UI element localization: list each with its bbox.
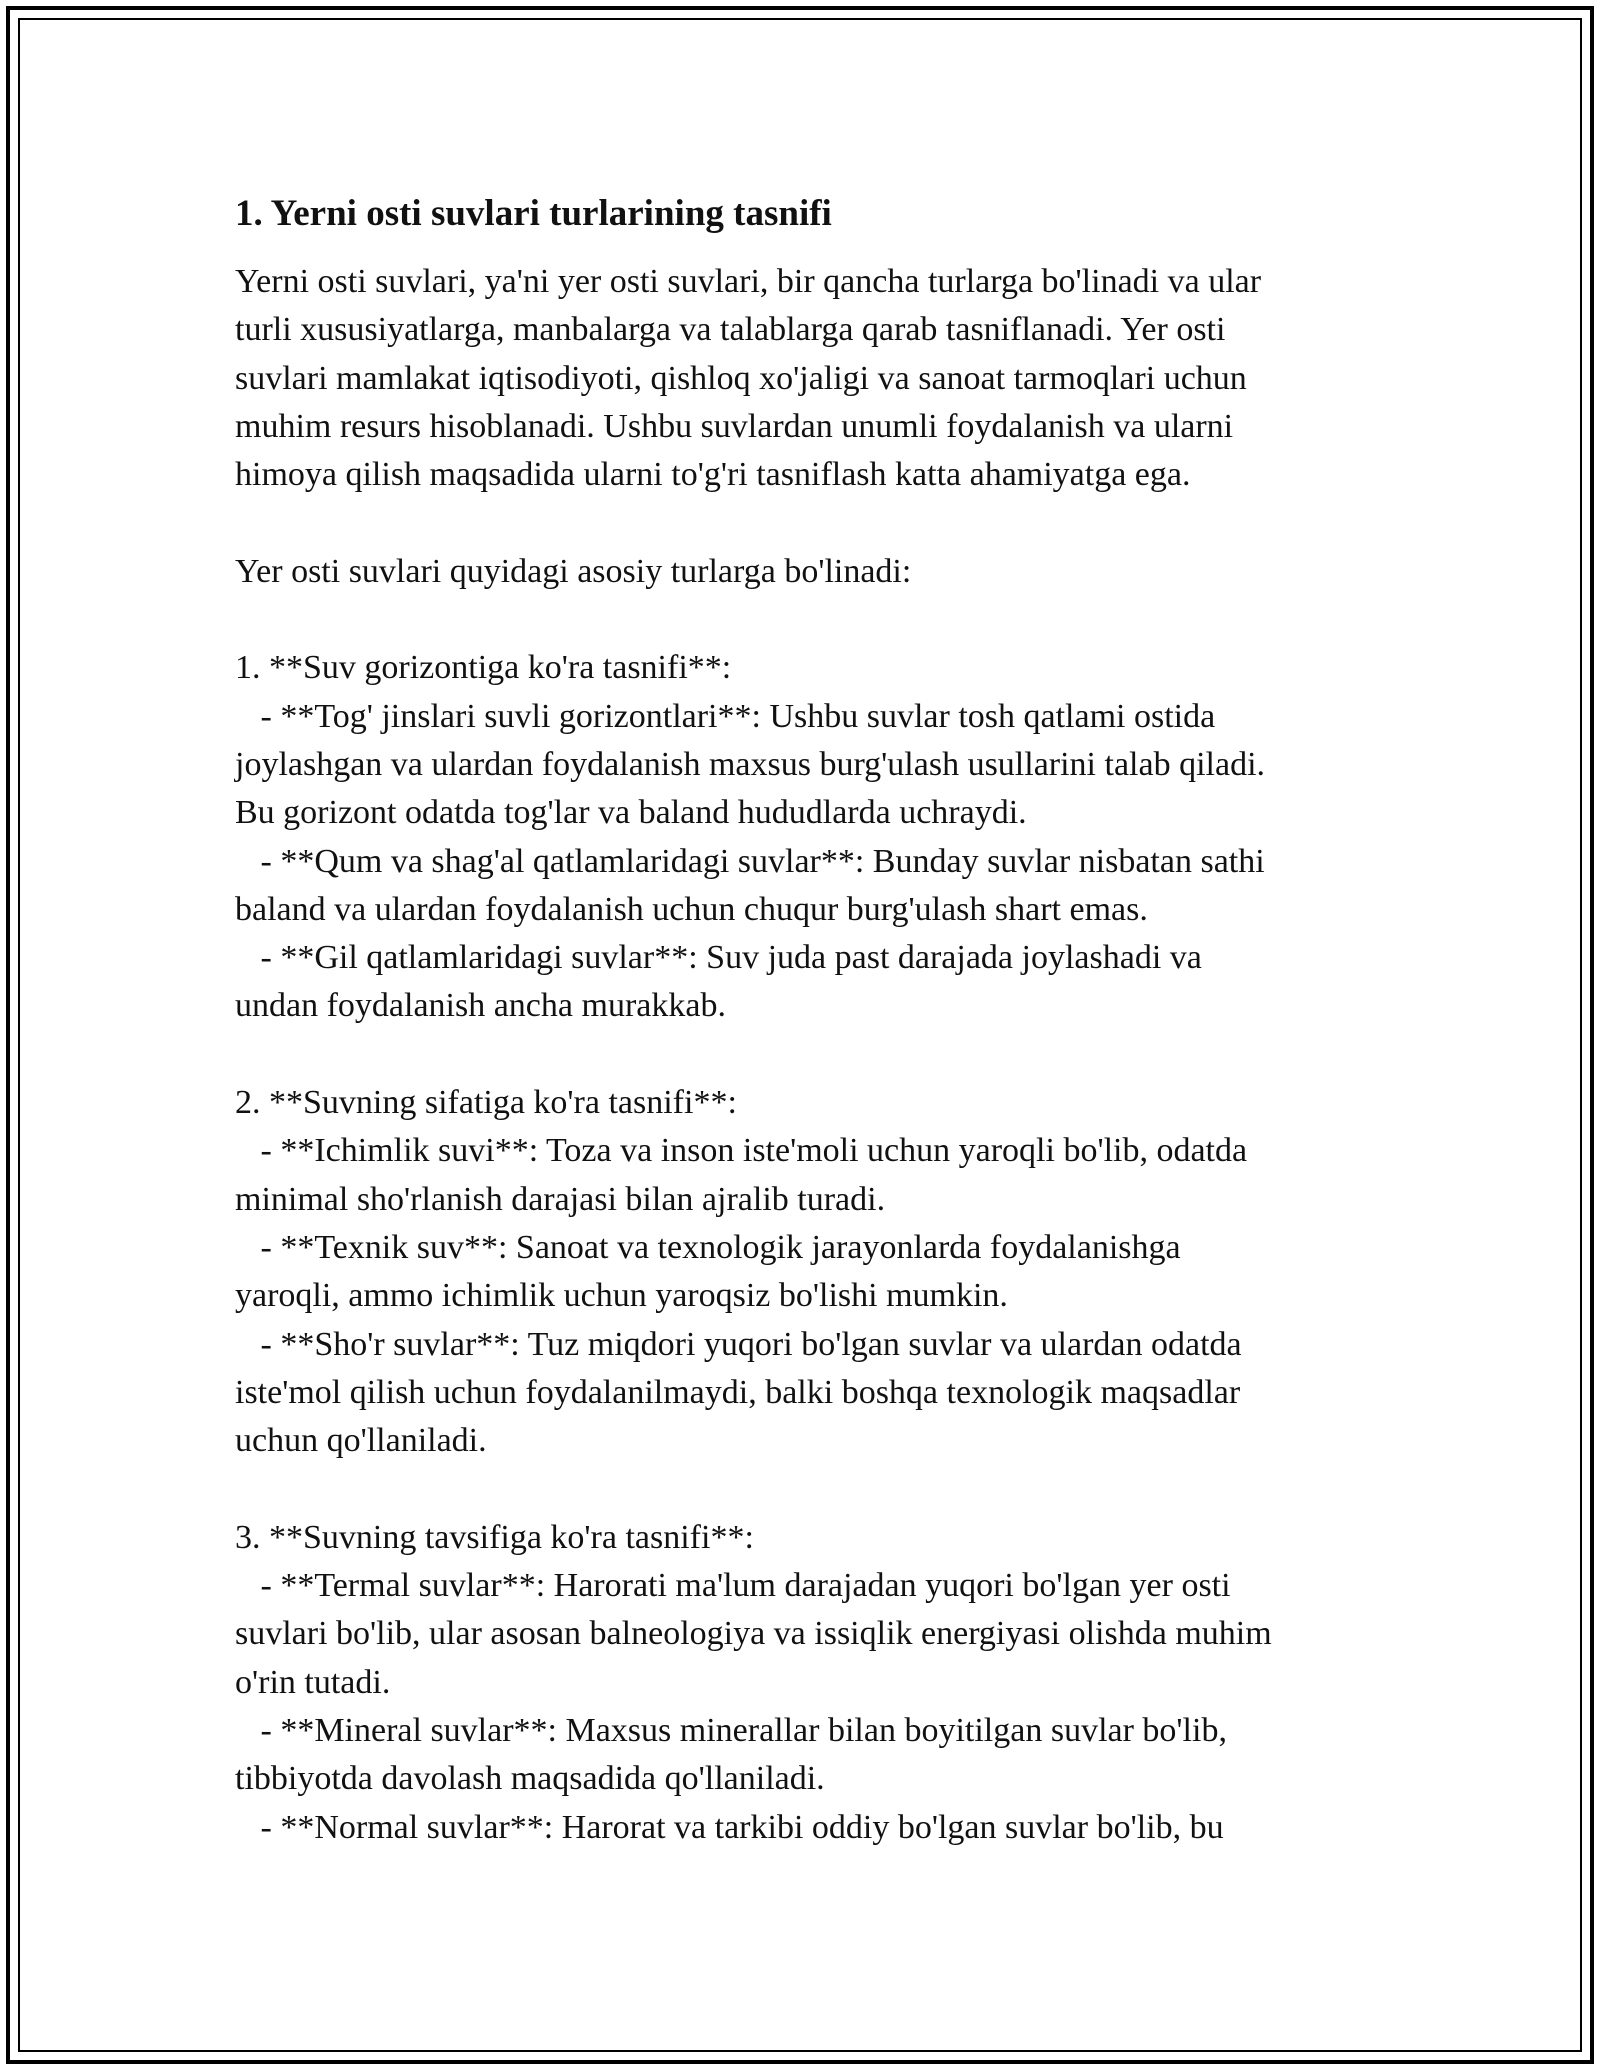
classification-quality-section: 2. **Suvning sifatiga ko'ra tasnifi**: - **Ichimlik suvi**: Toza va inson iste'moli uchun yaroqli bo'lib, odatda minimal sho'rlanish darajasi bilan ajralib turadi. - **Texnik suv**: Sanoat va texnologik jarayonlarda foydalanishga yaroqli, ammo ichimlik uchun yaroqsiz bo'lishi mumkin. - **Sho'r suvlar**: Tuz miqdori yuqori bo'lgan suvlar va ulardan odatda iste'mol qilish uchun foydalanilmaydi, balki boshqa texnologik maqsadlar uchun qo'llaniladi. <box>235 1084 1248 1460</box>
page-title: 1. Yerni osti suvlari turlarining tasnifi <box>235 193 832 234</box>
paragraph-spacer <box>235 596 1375 644</box>
intro-paragraph: Yerni osti suvlari, ya'ni yer osti suvlari, bir qancha turlarga bo'linadi va ular turli xususiyatlarga, manbalarga va talablarga qarab tasniflanadi. Yer osti suvlari mamlakat iqtisodiyoti, qishloq xo'jaligi va sanoat tarmoqlari uchun muhim resurs hisoblanadi. Ushbu suvlardan unumli foydalanish va ularni himoya qilish maqsadida ularni to'g'ri tasniflash katta ahamiyatga ega. <box>235 263 1262 494</box>
classification-description-section: 3. **Suvning tavsifiga ko'ra tasnifi**: - **Termal suvlar**: Harorati ma'lum darajadan yuqori bo'lgan yer osti suvlari bo'lib, ular asosan balneologiya va issiqlik energiyasi olishda muhim o'rin tutadi. - **Mineral suvlar**: Maxsus minerallar bilan boyitilgan suvlar bo'lib, tibbiyotda davolash maqsadida qo'llaniladi. - **Normal suvlar**: Harorat va tarkibi oddiy bo'lgan suvlar bo'lib, bu <box>235 1518 1272 1846</box>
paragraph-spacer <box>235 1031 1375 1079</box>
classification-horizon-section: 1. **Suv gorizontiga ko'ra tasnifi**: - **Tog' jinslari suvli gorizontlari**: Ushbu suvlar tosh qatlami ostida joylashgan va ulardan foydalanish maxsus burg'ulash usullarini talab qiladi. Bu gorizont odatda tog'lar va baland hududlarda uchraydi. - **Qum va shag'al qatlamlaridagi suvlar**: Bunday suvlar nisbatan sathi baland va ulardan foydalanish uchun chuqur burg'ulash shart emas. - **Gil qatlamlaridagi suvlar**: Suv juda past darajada joylashadi va undan foydalanish ancha murakkab. <box>235 649 1266 1025</box>
paragraph-spacer <box>235 499 1375 547</box>
paragraph-spacer <box>235 1465 1375 1513</box>
document-body <box>235 186 1375 1852</box>
types-lead-paragraph: Yer osti suvlari quyidagi asosiy turlarga bo'linadi: <box>235 552 912 590</box>
